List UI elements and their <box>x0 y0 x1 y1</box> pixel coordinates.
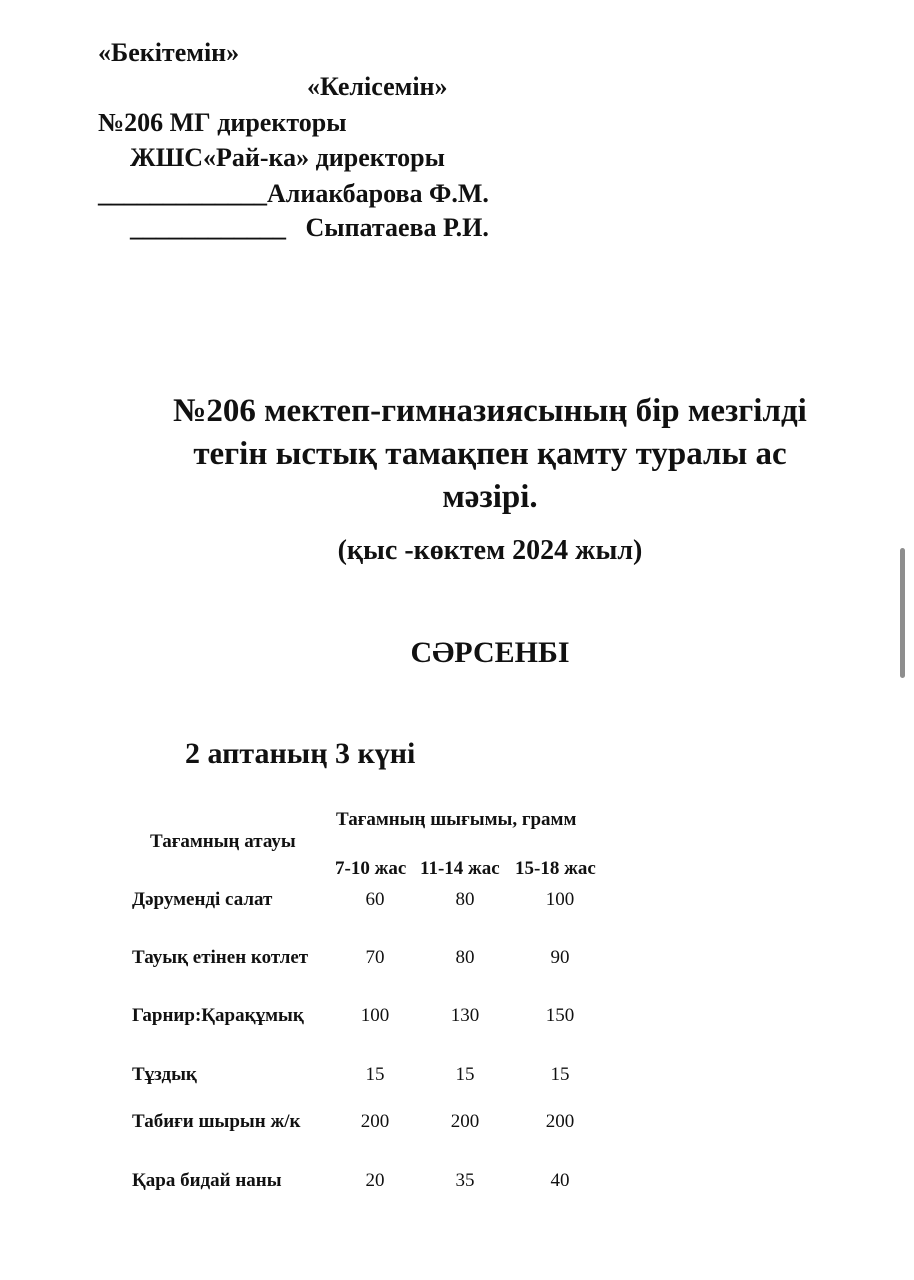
portion-value: 20 <box>365 1170 385 1191</box>
signature-line-1: _____________Алиакбарова Ф.М. <box>98 179 489 208</box>
title-line-2: тегін ыстық тамақпен қамту туралы ас <box>193 436 787 472</box>
day-of-week: СӘРСЕНБІ <box>410 636 570 669</box>
portion-value: 90 <box>550 947 570 968</box>
portion-value: 200 <box>545 1111 575 1132</box>
week-day-label: 2 аптаның 3 күні <box>185 737 416 770</box>
portion-value: 15 <box>455 1064 475 1085</box>
portion-value: 100 <box>360 1005 390 1026</box>
dish-name: Тауық етінен котлет <box>132 947 309 968</box>
dish-name: Қара бидай наны <box>132 1170 282 1191</box>
column-header-name: Тағамның атауы <box>150 831 296 852</box>
portion-value: 200 <box>450 1111 480 1132</box>
age-group-header: 7-10 жас <box>335 858 407 879</box>
title-line-3: мәзірі. <box>442 479 538 515</box>
dish-name: Дәруменді салат <box>132 889 273 910</box>
portion-value: 130 <box>450 1005 480 1026</box>
column-header-output: Тағамның шығымы, грамм <box>336 809 577 830</box>
portion-value: 200 <box>360 1111 390 1132</box>
portion-value: 60 <box>365 889 385 910</box>
scrollbar-thumb[interactable] <box>900 548 905 678</box>
age-group-header: 11-14 жас <box>420 858 500 879</box>
approve-label: «Бекітемін» <box>98 38 240 67</box>
portion-value: 35 <box>455 1170 475 1191</box>
portion-value: 15 <box>365 1064 385 1085</box>
title-period: (қыс -көктем 2024 жыл) <box>337 535 643 566</box>
portion-value: 100 <box>545 889 575 910</box>
title-line-1: №206 мектеп-гимназиясының бір мезгілді <box>173 393 807 429</box>
portion-value: 15 <box>550 1064 570 1085</box>
portion-value: 150 <box>545 1005 575 1026</box>
director2-label: ЖШС«Рай-ка» директоры <box>130 143 445 172</box>
agree-label: «Келісемін» <box>307 72 448 101</box>
portion-value: 80 <box>455 889 475 910</box>
dish-name: Табиғи шырын ж/к <box>132 1111 301 1132</box>
portion-value: 40 <box>550 1170 570 1191</box>
signature-line-2: ____________ Сыпатаева Р.И. <box>130 213 489 242</box>
director1-label: №206 МГ директоры <box>98 108 347 137</box>
dish-name: Гарнир:Қарақұмық <box>132 1005 304 1026</box>
portion-value: 80 <box>455 947 475 968</box>
portion-value: 70 <box>365 947 385 968</box>
dish-name: Тұздық <box>132 1064 197 1085</box>
age-group-header: 15-18 жас <box>515 858 596 879</box>
